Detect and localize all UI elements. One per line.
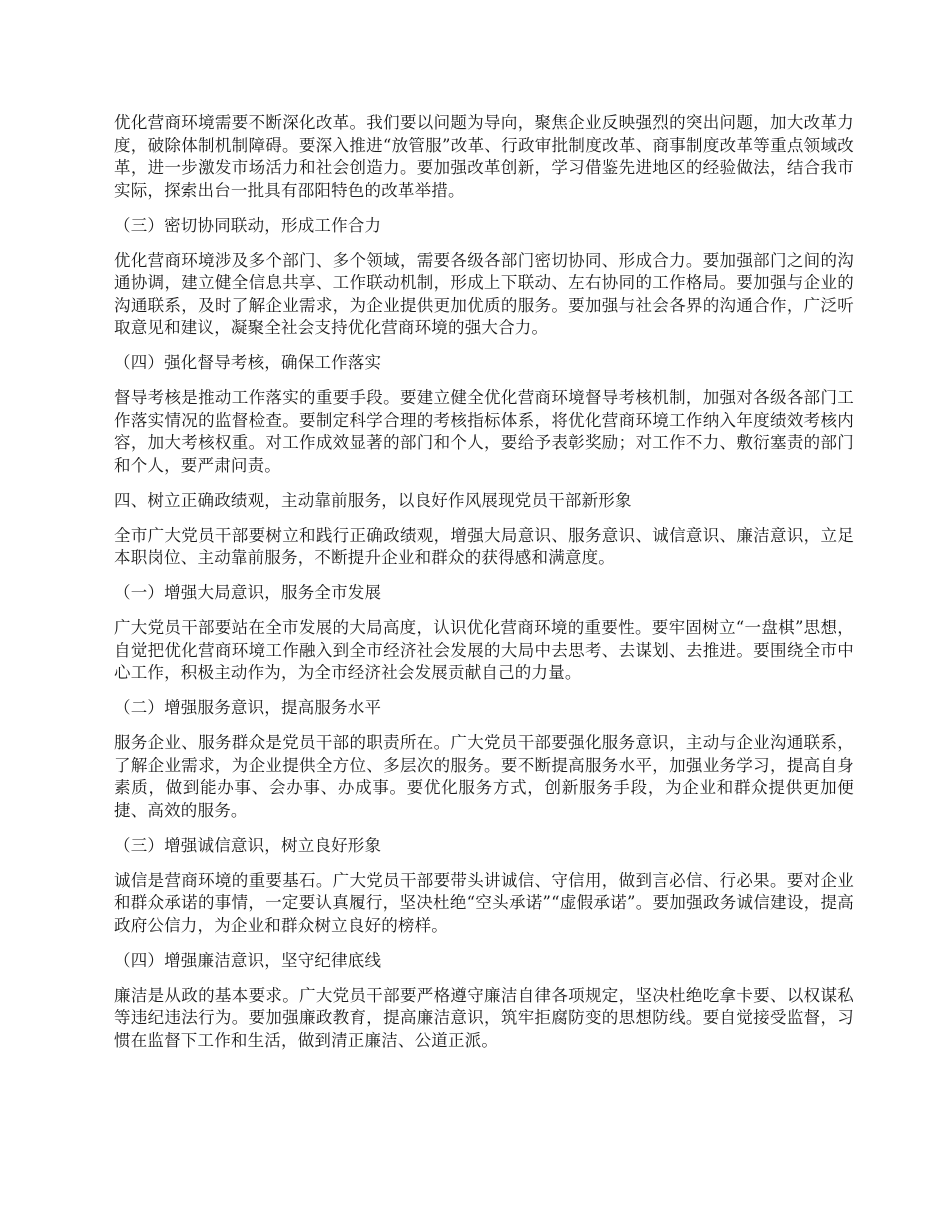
paragraph: 诚信是营商环境的重要基石。广大党员干部要带头讲诚信、守信用，做到言必信、行必果。要对企业和群众承诺的事情，一定要认真履行，坚决杜绝“空头承诺”“虚假承诺”。要加强政务诚信建设，提高政府公信力，为企业和群众树立良好的榜样。 [114, 870, 854, 935]
paragraph: 服务企业、服务群众是党员干部的职责所在。广大党员干部要强化服务意识，主动与企业沟通联系，了解企业需求，为企业提供全方位、多层次的服务。要不断提高服务水平，加强业务学习，提高自身素质，做到能办事、会办事、办成事。要优化服务方式，创新服务手段，为企业和群众提供更加便捷、高效的服务。 [114, 733, 854, 820]
paragraph: 廉洁是从政的基本要求。广大党员干部要严格遵守廉洁自律各项规定，坚决杜绝吃拿卡要、以权谋私等违纪违法行为。要加强廉政教育，提高廉洁意识，筑牢拒腐防变的思想防线。要自觉接受监督，习惯在监督下工作和生活，做到清正廉洁、公道正派。 [114, 985, 854, 1050]
chapter-heading: 四、树立正确政绩观，主动靠前服务，以良好作风展现党员干部新形象 [114, 490, 632, 510]
paragraph: 优化营商环境涉及多个部门、多个领域，需要各级各部门密切协同、形成合力。要加强部门之间的沟通协调，建立健全信息共享、工作联动机制，形成上下联动、左右协同的工作格局。要加强与企业的沟通联系，及时了解企业需求，为企业提供更加优质的服务。要加强与社会各界的沟通合作，广泛听取意见和建议，凝聚全社会支持优化营商环境的强大合力。 [114, 250, 854, 337]
section-heading: （三）增强诚信意识，树立良好形象 [114, 835, 382, 855]
paragraph: 优化营商环境需要不断深化改革。我们要以问题为导向，聚焦企业反映强烈的突出问题，加大改革力度，破除体制机制障碍。要深入推进“放管服”改革、行政审批制度改革、商事制度改革等重点领域改革，进一步激发市场活力和社会创造力。要加强改革创新，学习借鉴先进地区的经验做法，结合我市实际，探索出台一批具有邵阳特色的改革举措。 [114, 113, 854, 200]
paragraph: 全市广大党员干部要树立和践行正确政绩观，增强大局意识、服务意识、诚信意识、廉洁意识，立足本职岗位、主动靠前服务，不断提升企业和群众的获得感和满意度。 [114, 525, 854, 567]
paragraph: 广大党员干部要站在全市发展的大局高度，认识优化营商环境的重要性。要牢固树立“一盘棋”思想，自觉把优化营商环境工作融入到全市经济社会发展的大局中去思考、去谋划、去推进。要围绕全市中心工作，积极主动作为，为全市经济社会发展贡献自己的力量。 [114, 618, 854, 682]
section-heading: （四）增强廉洁意识，坚守纪律底线 [114, 950, 382, 970]
section-heading: （二）增强服务意识，提高服务水平 [114, 698, 382, 717]
section-heading: （三）密切协同联动，形成工作合力 [114, 215, 382, 235]
document-body [114, 112, 854, 1065]
section-heading: （四）强化督导考核，确保工作落实 [114, 353, 382, 372]
section-heading: （一）增强大局意识，服务全市发展 [114, 583, 382, 602]
paragraph: 督导考核是推动工作落实的重要手段。要建立健全优化营商环境督导考核机制，加强对各级各部门工作落实情况的监督检查。要制定科学合理的考核指标体系，将优化营商环境工作纳入年度绩效考核内容，加大考核权重。对工作成效显著的部门和个人，要给予表彰奖励；对工作不力、敷衍塞责的部门和个人，要严肃问责。 [114, 388, 854, 475]
